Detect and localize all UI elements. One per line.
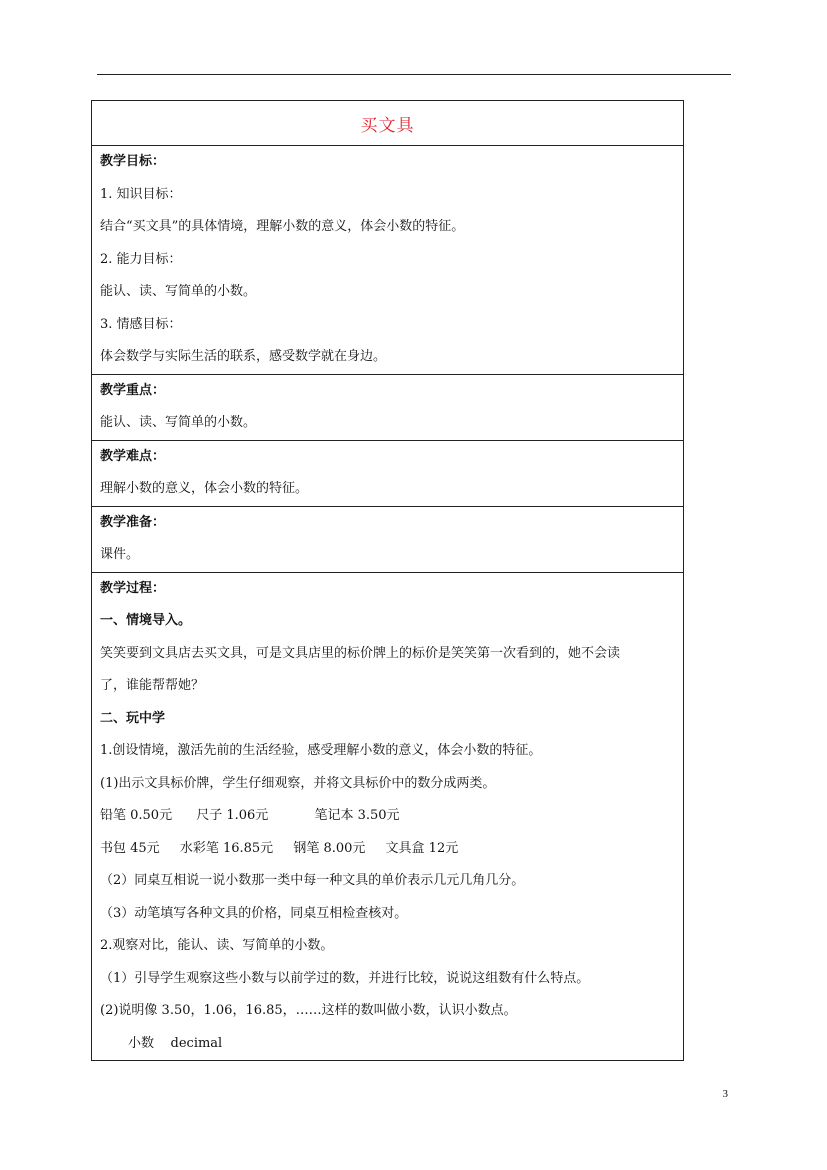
text-line: 课件。 bbox=[100, 547, 140, 562]
objectives-section bbox=[92, 145, 683, 374]
preparation-section bbox=[92, 506, 683, 572]
text-line: (2)说明像 3.50，1.06，16.85，……这样的数叫做小数，认识小数点。 bbox=[100, 1003, 517, 1018]
text-line: 体会数学与实际生活的联系，感受数学就在身边。 bbox=[100, 349, 387, 364]
section-heading: 教学准备： bbox=[100, 514, 166, 530]
price-item: 铅笔 0.50元 bbox=[100, 808, 173, 823]
text-line: 2.观察对比，能认、读、写简单的小数。 bbox=[100, 938, 334, 953]
header-rule bbox=[97, 74, 731, 75]
text-line: 2. 能力目标： bbox=[100, 251, 182, 267]
text-line: 1. 知识目标： bbox=[100, 186, 182, 202]
price-item: 尺子 1.06元 bbox=[196, 808, 269, 823]
text-line: （2）同桌互相说一说小数那一类中每一种文具的单价表示几元几角几分。 bbox=[100, 873, 525, 888]
key-points-section bbox=[92, 374, 683, 440]
text-line: 笑笑要到文具店去买文具，可是文具店里的标价牌上的标价是笑笑第一次看到的，她不会读 bbox=[100, 645, 621, 661]
text-line: （1）引导学生观察这些小数与以前学过的数，并进行比较，说说这组数有什么特点。 bbox=[100, 970, 590, 986]
text-line: 1.创设情境，激活先前的生活经验，感受理解小数的意义，体会小数的特征。 bbox=[100, 743, 542, 758]
section-heading: 教学过程： bbox=[100, 580, 166, 596]
part-heading: 一、情境导入。 bbox=[100, 613, 192, 628]
section-heading: 教学难点： bbox=[100, 448, 166, 464]
price-item: 钢笔 8.00元 bbox=[293, 840, 366, 856]
text-line: 结合“买文具”的具体情境，理解小数的意义，体会小数的特征。 bbox=[100, 219, 465, 234]
document-title: 买文具 bbox=[360, 115, 415, 136]
vocab-line: 小数 decimal bbox=[128, 1035, 223, 1051]
price-item: 水彩笔 16.85元 bbox=[179, 840, 274, 856]
difficulties-section bbox=[92, 440, 683, 506]
section-heading: 教学重点： bbox=[100, 382, 166, 398]
title-cell bbox=[92, 101, 683, 145]
text-line: 能认、读、写简单的小数。 bbox=[100, 284, 257, 299]
text-line: 了，谁能帮帮她？ bbox=[100, 678, 205, 693]
price-item: 书包 45元 bbox=[100, 840, 160, 856]
section-heading: 教学目标： bbox=[100, 154, 166, 169]
text-line: 3. 情感目标： bbox=[100, 316, 182, 332]
price-item: 文具盒 12元 bbox=[385, 840, 459, 856]
price-row bbox=[100, 833, 675, 866]
text-line: 能认、读、写简单的小数。 bbox=[100, 415, 257, 430]
text-line: 理解小数的意义，体会小数的特征。 bbox=[100, 481, 309, 496]
price-row bbox=[100, 800, 675, 833]
price-item: 笔记本 3.50元 bbox=[314, 808, 400, 823]
process-section bbox=[92, 572, 683, 1061]
part-heading: 二、玩中学 bbox=[100, 710, 166, 726]
lesson-plan-table bbox=[91, 100, 684, 1061]
text-line: (1)出示文具标价牌，学生仔细观察，并将文具标价中的数分成两类。 bbox=[100, 775, 496, 791]
text-line: （3）动笔填写各种文具的价格，同桌互相检查核对。 bbox=[100, 905, 408, 921]
page-number: 3 bbox=[722, 1088, 728, 1100]
